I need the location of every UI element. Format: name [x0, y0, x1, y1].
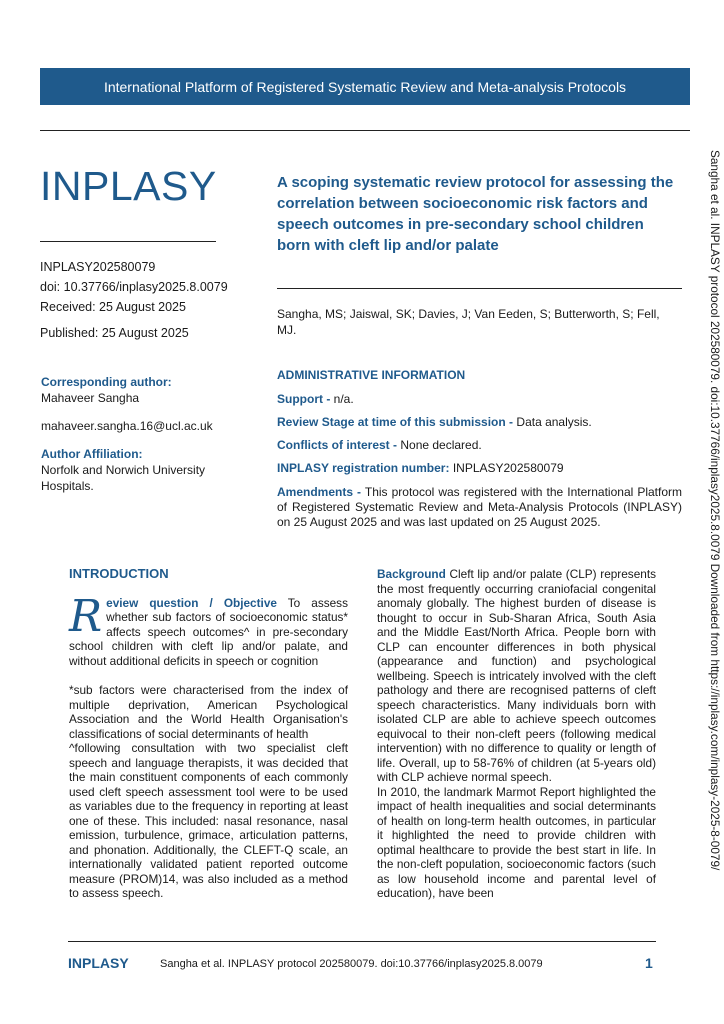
paper-title: A scoping systematic review protocol for assessing the correlation between socioeconomic risk factors and speech outcomes in pre-secondary school children born with cleft lip and/or palate [277, 174, 674, 254]
title-divider [277, 288, 682, 289]
dropcap-letter: R [69, 590, 103, 642]
amendments-value: This protocol was registered with the International Platform of Registered Systematic Review and Meta-Analysis Protocols (INPLASY) on 25 August 2025 and was last updated on 25 August 2025. [277, 485, 683, 529]
journal-banner: International Platform of Registered Systematic Review and Meta-analysis Protocols [40, 68, 690, 105]
admin-heading: ADMINISTRATIVE INFORMATION [277, 368, 466, 382]
corresponding-author [41, 374, 251, 434]
support-value: n/a. [330, 392, 354, 406]
corresponding-author-email[interactable]: mahaveer.sangha.16@ucl.ac.uk [41, 419, 213, 433]
received-date: Received: 25 August 2025 [40, 300, 186, 314]
background-label: Background [377, 567, 446, 581]
support-label: Support - [277, 392, 331, 406]
review-question [69, 590, 348, 669]
admin-conflicts [277, 438, 682, 453]
admin-stage [277, 415, 682, 430]
corresponding-author-label: Corresponding author: [41, 375, 172, 389]
corresponding-author-name: Mahaveer Sangha [41, 391, 140, 405]
introduction-heading: INTRODUCTION [69, 566, 169, 581]
author-affiliation-text: Norfolk and Norwich University Hospitals. [41, 463, 206, 493]
admin-amendments [277, 485, 682, 530]
footer-divider [68, 941, 656, 942]
footnote-subfactors: *sub factors were characterised from the index of multiple deprivation, American Psychological Association and the World Health Organisation's classifications of social determinants of health [69, 683, 348, 741]
author-affiliation-label: Author Affiliation: [41, 447, 143, 461]
amendments-label: Amendments - [277, 485, 362, 499]
logo-divider [40, 241, 216, 242]
background-paragraph-1 [377, 567, 656, 785]
review-question-label: eview question / Objective [106, 595, 277, 610]
author-affiliation [41, 446, 231, 494]
introduction-column [69, 567, 348, 901]
footnote-speech: ^following consultation with two specialist cleft speech and language therapists, it was decided that the main constituent components of each commonly used cleft speech assessment tool were to be used as variables due to the frequency in reporting at least one of these. This included: nasal resonance, nasal emission, turbulence, grimace, articulation patterns, and phonation. Additionally, the CLEFT-Q scale, an internationally validated patient reported outcome measure (PROM)14, was also included as a method to assess speech. [69, 741, 348, 900]
registration-value: INPLASY202580079 [449, 461, 564, 475]
background-text: Cleft lip and/or palate (CLP) represents the most frequently occurring craniofacial congenital anomaly globally. The highest burden of disease is thought to occur in Sub-Sharan Africa, South Asia and the Middle East/North Africa. People born with CLP can encounter differences in both physical (appearance and function) and psychological wellbeing. Speech is intricately involved with the cleft pathology and there are recognised patterns of cleft speech characteristics. Many individuals born with isolated CLP are able to achieve speech outcomes equivocal to their non-cleft peers (following medical intervention) with no difference to quality or length of life. Overall, up to 58-76% of children (at 5-years old) with CLP achieve normal speech. [377, 567, 656, 784]
admin-support [277, 392, 682, 407]
review-question-text: To assess whether sub factors of socioeconomic status* affects speech outcomes^ in pre-secondary school children with cleft lip and/or palate, and without additional deficits in speech or cognition [69, 595, 348, 668]
admin-registration [277, 461, 682, 476]
stage-label: Review Stage at time of this submission - [277, 415, 514, 429]
author-list: Sangha, MS; Jaiswal, SK; Davies, J; Van Eeden, S; Butterworth, S; Fell, MJ. [277, 307, 660, 337]
header-divider [40, 130, 690, 131]
download-sidebar[interactable]: Sangha et al. INPLASY protocol 202580079. doi:10.37766/inplasy2025.8.0079 Downloaded from https://inplasy.com/inplasy-2025-8-0079/ [708, 150, 722, 871]
footer-logo: INPLASY [68, 955, 129, 971]
published-date: Published: 25 August 2025 [40, 326, 189, 340]
footer-citation: Sangha et al. INPLASY protocol 202580079. doi:10.37766/inplasy2025.8.0079 [160, 958, 543, 970]
registration-label: INPLASY registration number: [277, 461, 450, 475]
protocol-doi[interactable]: doi: 10.37766/inplasy2025.8.0079 [40, 280, 228, 294]
conflicts-value: None declared. [397, 438, 482, 452]
protocol-id: INPLASY202580079 [40, 260, 156, 274]
background-column [377, 567, 656, 901]
conflicts-label: Conflicts of interest - [277, 438, 398, 452]
background-paragraph-2: In 2010, the landmark Marmot Report highlighted the impact of health inequalities and social determinants of health on long-term health outcomes, in particular it highlighted the need to provide children with optimal healthcare to provide the best start in life. In the non-cleft population, socioeconomic factors (such as low household income and parental level of education), have been [377, 784, 656, 900]
page-number: 1 [645, 955, 653, 971]
journal-logo: INPLASY [40, 163, 217, 209]
stage-value: Data analysis. [513, 415, 592, 429]
